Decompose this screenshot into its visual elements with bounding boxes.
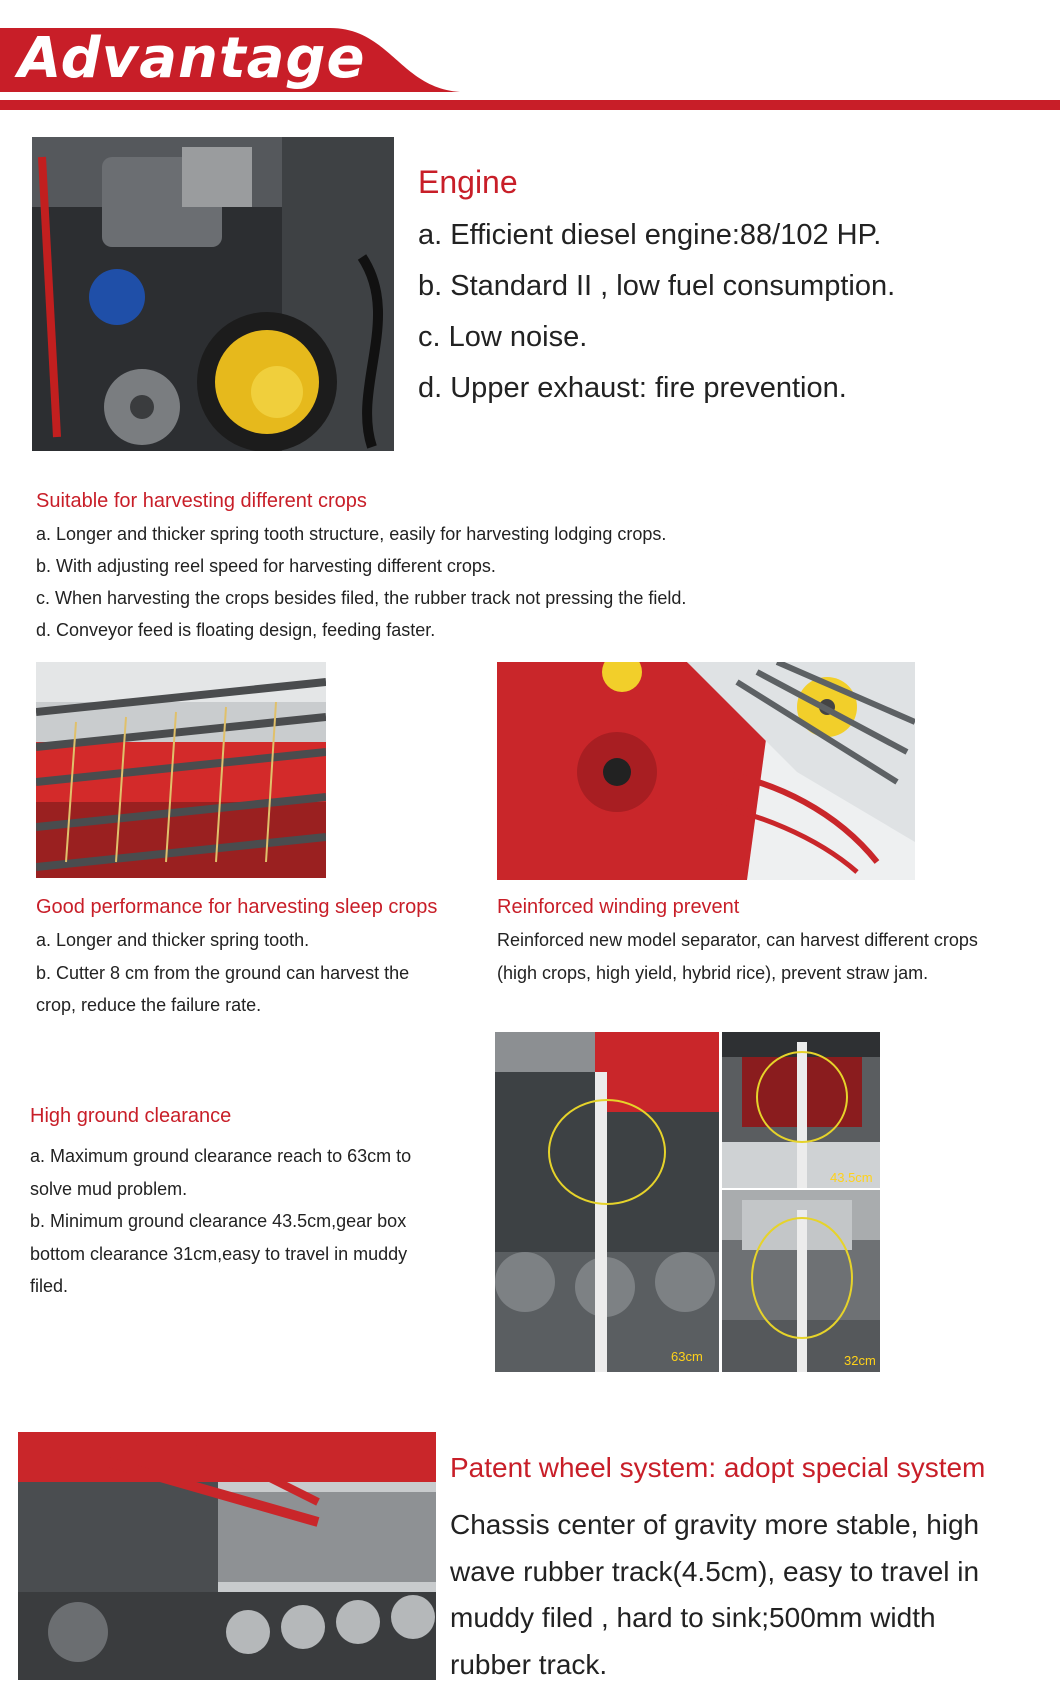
clearance-line: filed. [30, 1276, 69, 1296]
crops-feature-item: d. Conveyor feed is floating design, feeding faster. [36, 620, 436, 640]
reel-photo [36, 662, 326, 878]
clearance-label-63: 63cm [671, 1349, 703, 1364]
engine-photo [32, 137, 394, 451]
winding-text [497, 924, 978, 989]
crops-heading: Suitable for harvesting different crops [36, 490, 367, 512]
clearance-photo-min [722, 1032, 880, 1188]
header-banner [0, 0, 1060, 115]
sleep-crops-heading: Good performance for harvesting sleep crops [36, 896, 438, 918]
winding-line: Reinforced new model separator, can harvest different crops [497, 930, 978, 950]
wheel-line: Chassis center of gravity more stable, high [450, 1509, 980, 1540]
crops-feature-list [36, 518, 686, 646]
wheel-line: wave rubber track(4.5cm), easy to travel in [450, 1555, 980, 1587]
page-title: Advantage [18, 26, 366, 91]
wheel-line: muddy filed , hard to sink;500mm width [450, 1602, 936, 1633]
wheel-line: rubber track. [450, 1648, 608, 1680]
crops-feature-item: c. When harvesting the crops besides filed, the rubber track not pressing the field. [36, 588, 687, 608]
crops-feature-item: b. With adjusting reel speed for harvesting different crops. [36, 556, 496, 576]
clearance-label-32: 32cm [844, 1353, 876, 1368]
wheel-heading: Patent wheel system: adopt special system [450, 1452, 986, 1483]
separator-photo [497, 662, 915, 880]
engine-feature-item: a. Efficient diesel engine:88/102 HP. [418, 219, 882, 251]
clearance-line: bottom clearance 31cm,easy to travel in muddy [30, 1243, 408, 1264]
crops-feature-item: a. Longer and thicker spring tooth structure, easily for harvesting lodging crops. [36, 524, 667, 544]
engine-feature-item: c. Low noise. [418, 321, 588, 353]
engine-heading: Engine [418, 164, 518, 200]
engine-feature-item: d. Upper exhaust: fire prevention. [418, 372, 847, 404]
engine-feature-item: b. Standard II , low fuel consumption. [418, 270, 896, 302]
chassis-photo [18, 1432, 436, 1680]
clearance-heading: High ground clearance [30, 1105, 232, 1127]
clearance-line: solve mud problem. [30, 1178, 188, 1199]
clearance-photo-gearbox [722, 1190, 880, 1372]
clearance-line: b. Minimum ground clearance 43.5cm,gear box [30, 1211, 407, 1231]
sleep-crops-line: b. Cutter 8 cm from the ground can harvest the [36, 962, 410, 983]
sleep-crops-line: crop, reduce the failure rate. [36, 995, 262, 1015]
wheel-text [450, 1502, 979, 1688]
clearance-photo-max [495, 1032, 719, 1372]
sleep-crops-text [36, 924, 409, 1022]
engine-feature-list [418, 210, 895, 414]
winding-line: (high crops, high yield, hybrid rice), prevent straw jam. [497, 962, 929, 983]
clearance-label-43-5: 43.5cm [830, 1170, 873, 1185]
clearance-line: a. Maximum ground clearance reach to 63cm to [30, 1146, 412, 1166]
winding-heading: Reinforced winding prevent [497, 896, 740, 918]
clearance-text [30, 1140, 411, 1303]
sleep-crops-line: a. Longer and thicker spring tooth. [36, 930, 310, 950]
